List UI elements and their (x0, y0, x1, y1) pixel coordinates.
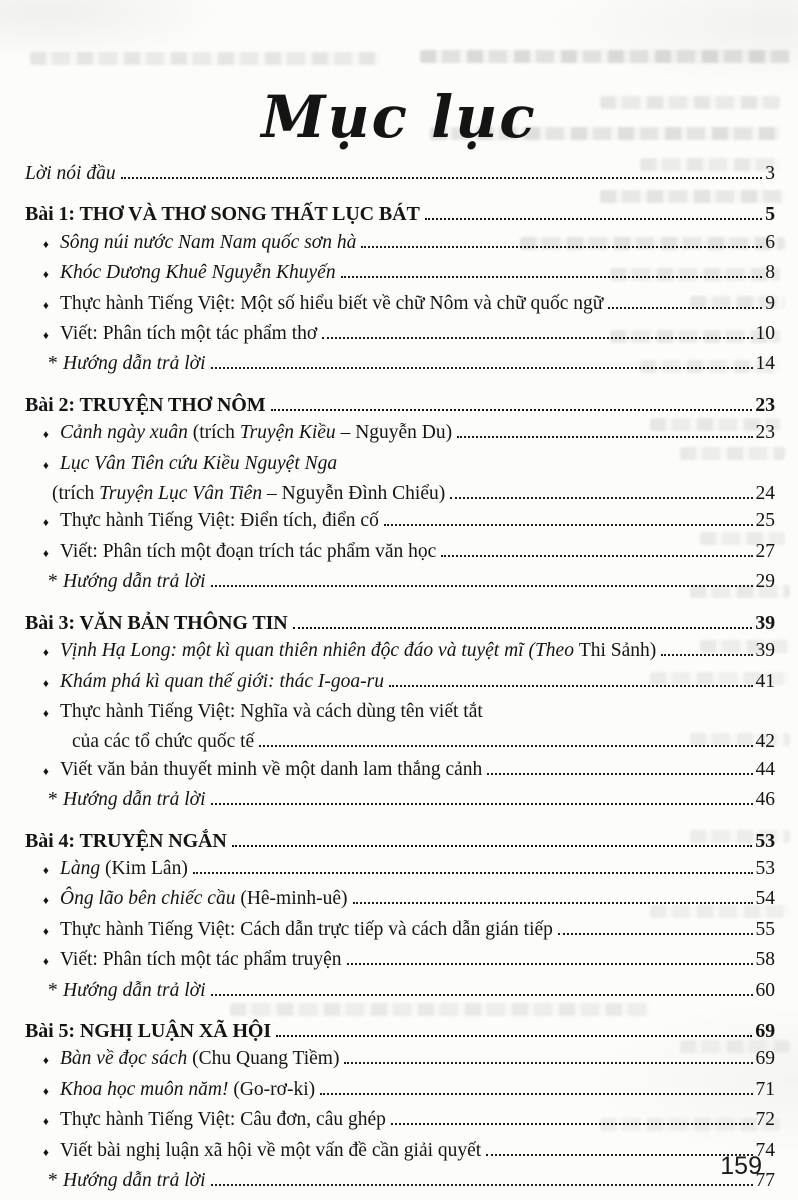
toc-item-label (60, 756, 482, 783)
toc-page-ref: 14 (755, 353, 775, 375)
toc-text-segment: Thực hành Tiếng Việt: Câu đơn, câu ghép (60, 1109, 386, 1131)
dot-leader (487, 773, 752, 775)
toc-text-segment: Cảnh ngày xuân (60, 422, 193, 444)
diamond-bullet-icon: ♦ (43, 1055, 49, 1068)
toc-item (25, 637, 775, 667)
toc-item (25, 507, 775, 537)
toc-item (25, 568, 775, 595)
toc-section-page-ref: 69 (755, 1019, 775, 1042)
toc-text-segment: (Kim Lân) (104, 857, 188, 879)
dot-leader (211, 1184, 753, 1186)
dot-leader (361, 246, 762, 248)
toc-text-segment: – Nguyễn Du) (335, 422, 453, 444)
toc-page-ref: 42 (755, 731, 775, 753)
dot-leader (391, 1123, 753, 1125)
toc-item (25, 668, 775, 698)
toc-page-ref: 27 (755, 540, 775, 562)
toc-item (25, 786, 775, 813)
toc-item-label (63, 350, 206, 377)
toc-item (25, 538, 775, 568)
toc-item (25, 350, 775, 377)
toc-section-heading-label: Bài 1: THƠ VÀ THƠ SONG THẤT LỤC BÁT (25, 203, 420, 226)
toc-item-label (60, 229, 356, 256)
dot-leader (320, 1093, 752, 1095)
toc-text-segment: Vịnh Hạ Long: một kì quan thiên nhiên độc đáo và tuyệt mĩ (Theo (60, 640, 579, 662)
toc-item-label (60, 855, 188, 882)
toc-page-ref: 77 (755, 1170, 775, 1191)
toc-item (25, 229, 775, 259)
dot-leader (211, 994, 753, 996)
diamond-bullet-icon: ♦ (43, 429, 49, 442)
diamond-bullet-icon: ♦ (43, 547, 49, 560)
toc-item-label (60, 419, 452, 446)
diamond-bullet-icon: ♦ (43, 647, 49, 660)
toc-section-heading-label: Bài 4: TRUYỆN NGẮN (25, 829, 227, 852)
toc-item (25, 290, 775, 320)
toc-item (25, 1167, 775, 1194)
toc-text-segment: Làng (60, 857, 105, 879)
toc-item-label (60, 507, 379, 534)
diamond-bullet-icon: ♦ (43, 864, 49, 877)
toc-item-label (63, 1167, 206, 1194)
dot-leader (608, 307, 762, 309)
toc-item (25, 885, 775, 915)
toc-item-label (60, 320, 317, 347)
toc-item-continuation (25, 728, 775, 755)
diamond-bullet-icon: ♦ (43, 677, 49, 690)
toc-text-segment: Thực hành Tiếng Việt: Một số hiểu biết về chữ Nôm và chữ quốc ngữ (60, 292, 604, 314)
toc-text-segment: Bàn về đọc sách (60, 1048, 193, 1070)
toc-page-ref: 23 (755, 422, 775, 444)
toc-item (25, 1137, 775, 1167)
toc-item (25, 320, 775, 350)
toc-item-label (63, 568, 206, 595)
dot-leader (259, 745, 752, 747)
toc-text-segment: Khóc Dương Khuê Nguyễn Khuyến (60, 262, 336, 284)
toc-item-label (60, 698, 483, 725)
dot-leader (193, 872, 753, 874)
diamond-bullet-icon: ♦ (43, 459, 49, 472)
toc-section-heading-label: Bài 2: TRUYỆN THƠ NÔM (25, 393, 266, 416)
dot-leader (276, 1035, 752, 1037)
toc-item-label (60, 450, 337, 477)
toc-text-segment: Thi Sảnh) (578, 640, 657, 662)
toc-section-page-ref: 23 (755, 393, 775, 416)
diamond-bullet-icon: ♦ (43, 925, 49, 938)
diamond-bullet-icon: ♦ (43, 330, 49, 343)
toc-page-ref: 9 (765, 292, 775, 314)
toc-page-ref: 39 (755, 640, 775, 662)
toc-page-ref: 55 (755, 918, 775, 940)
toc-text-segment: Hướng dẫn trả lời (63, 353, 206, 375)
toc-text-segment: Viết văn bản thuyết minh về một danh lam thắng cảnh (60, 758, 483, 780)
toc-text-segment: Thực hành Tiếng Việt: Nghĩa và cách dùng tên viết tắt (60, 700, 483, 722)
toc-item (25, 1076, 775, 1106)
dot-leader (457, 436, 752, 438)
toc-item (25, 698, 775, 728)
toc-page-ref: 58 (755, 949, 775, 971)
toc-item-label (60, 538, 436, 565)
dot-leader (211, 803, 753, 805)
toc-section-heading-label: Bài 5: NGHỊ LUẬN XÃ HỘI (25, 1019, 272, 1042)
toc-text-segment: Truyện Kiều (239, 422, 336, 444)
page-number: 159 (720, 1152, 762, 1180)
diamond-bullet-icon: ♦ (43, 299, 49, 312)
toc-section-heading (25, 1018, 775, 1045)
toc-item-continuation-label (52, 480, 445, 507)
diamond-bullet-icon: ♦ (43, 895, 49, 908)
toc-text-segment: Viết bài nghị luận xã hội về một vấn đề cần giải quyết (60, 1139, 482, 1161)
toc-text-segment: (Hê-minh-uê) (240, 888, 348, 910)
toc-text-segment: Khám phá kì quan thế giới: thác I-goa-ru (60, 670, 384, 692)
toc-text-segment: của các tổ chức quốc tế (72, 731, 255, 753)
star-bullet-icon: * (48, 353, 58, 375)
toc-text-segment: Viết: Phân tích một đoạn trích tác phẩm văn học (60, 540, 437, 562)
toc-item-label (60, 885, 348, 912)
toc-item (25, 977, 775, 1004)
dot-leader (211, 367, 753, 369)
toc-front-matter-entry (25, 160, 775, 187)
toc-section-heading (25, 201, 775, 228)
toc-page-ref: 41 (755, 670, 775, 692)
dot-leader (232, 845, 752, 847)
dot-leader (344, 1062, 752, 1064)
toc-page-ref: 74 (755, 1139, 775, 1161)
toc-text-segment: Thực hành Tiếng Việt: Điển tích, điển cố (60, 510, 379, 532)
toc-item (25, 259, 775, 289)
toc-item (25, 419, 775, 449)
dot-leader (322, 337, 752, 339)
toc-page-ref: 8 (765, 262, 775, 284)
toc-page-ref: 6 (765, 231, 775, 253)
toc-text-segment: Thực hành Tiếng Việt: Cách dẫn trực tiếp và cách dẫn gián tiếp (60, 918, 553, 940)
dot-leader (441, 555, 752, 557)
toc-text-segment: Viết: Phân tích một tác phẩm truyện (60, 949, 342, 971)
toc-text-segment: Lục Vân Tiên cứu Kiều Nguyệt Nga (60, 452, 338, 474)
toc-item-label (60, 946, 342, 973)
toc-item-continuation-label (72, 728, 254, 755)
toc-page-ref: 60 (755, 979, 775, 1001)
toc-text-segment: Hướng dẫn trả lời (63, 789, 206, 811)
toc-page-ref: 44 (755, 758, 775, 780)
toc-text-segment: Khoa học muôn năm! (60, 1078, 234, 1100)
page-title: Mục lục (261, 83, 537, 151)
toc-page-ref: 10 (755, 323, 775, 345)
toc-item-label (60, 1106, 386, 1133)
toc-item-label (63, 786, 206, 813)
diamond-bullet-icon: ♦ (43, 765, 49, 778)
toc-text-segment: (Go-rơ-ki) (233, 1078, 316, 1100)
star-bullet-icon: * (48, 979, 58, 1001)
dot-leader (353, 902, 753, 904)
toc-section-heading (25, 828, 775, 855)
diamond-bullet-icon: ♦ (43, 1085, 49, 1098)
diamond-bullet-icon: ♦ (43, 707, 49, 720)
toc-item-label (60, 668, 384, 695)
toc-item (25, 946, 775, 976)
diamond-bullet-icon: ♦ (43, 269, 49, 282)
dot-leader (558, 933, 753, 935)
toc-section-page-ref: 39 (755, 611, 775, 634)
toc-item-label (60, 290, 603, 317)
toc-item-label (63, 977, 206, 1004)
dot-leader (341, 276, 763, 278)
toc-text-segment: (Chu Quang Tiềm) (192, 1048, 340, 1070)
toc-front-matter-entry-label (25, 160, 116, 187)
toc-item-label (60, 916, 553, 943)
toc-section-heading (25, 610, 775, 637)
star-bullet-icon: * (48, 571, 58, 593)
toc-item (25, 855, 775, 885)
toc-text-segment: Ông lão bên chiếc cầu (60, 888, 241, 910)
toc-page-ref: 71 (755, 1078, 775, 1100)
toc-text-segment: Viết: Phân tích một tác phẩm thơ (60, 323, 318, 345)
dot-leader (661, 654, 752, 656)
toc-item-label (60, 1045, 339, 1072)
toc-item-label (60, 259, 336, 286)
dot-leader (347, 963, 753, 965)
toc-text-segment: – Nguyễn Đình Chiểu) (262, 483, 446, 505)
toc-page-ref: 46 (755, 789, 775, 811)
toc-page-ref: 24 (755, 483, 775, 505)
toc-text-segment: Lời nói đầu (25, 163, 116, 184)
toc-page-ref: 54 (755, 888, 775, 910)
toc-section-heading-label: Bài 3: VĂN BẢN THÔNG TIN (25, 611, 288, 634)
toc-page-ref: 53 (755, 857, 775, 879)
diamond-bullet-icon: ♦ (43, 238, 49, 251)
toc-item-label (60, 1137, 481, 1164)
star-bullet-icon: * (48, 1170, 58, 1191)
dot-leader (486, 1154, 752, 1156)
toc-item-label (60, 1076, 315, 1103)
dot-leader (293, 627, 753, 629)
dot-leader (384, 524, 753, 526)
toc-page-ref: 29 (755, 571, 775, 593)
toc-list (25, 160, 775, 1194)
toc-item (25, 450, 775, 480)
toc-text-segment: Sông núi nước Nam Nam quốc sơn hà (60, 231, 357, 253)
star-bullet-icon: * (48, 789, 58, 811)
toc-text-segment: Hướng dẫn trả lời (63, 571, 206, 593)
diamond-bullet-icon: ♦ (43, 517, 49, 530)
toc-text-segment: (trích (192, 422, 240, 444)
dot-leader (425, 218, 762, 220)
toc-page-ref: 72 (755, 1109, 775, 1131)
dot-leader (211, 585, 753, 587)
toc-section-page-ref: 53 (755, 829, 775, 852)
toc-text-segment: (trích (52, 483, 100, 505)
toc-page-ref: 25 (755, 510, 775, 532)
toc-section-page-ref: 5 (765, 203, 775, 226)
toc-item (25, 1106, 775, 1136)
diamond-bullet-icon: ♦ (43, 956, 49, 969)
dot-leader (389, 685, 753, 687)
toc-section-heading (25, 392, 775, 419)
toc-page-ref: 69 (755, 1048, 775, 1070)
toc-item-label (60, 637, 656, 664)
toc-item (25, 916, 775, 946)
diamond-bullet-icon: ♦ (43, 1146, 49, 1159)
toc-text-segment: Truyện Lục Vân Tiên (99, 483, 263, 505)
dot-leader (271, 409, 753, 411)
dot-leader (121, 177, 763, 179)
dot-leader (450, 497, 752, 499)
toc-text-segment: Hướng dẫn trả lời (63, 1170, 206, 1191)
diamond-bullet-icon: ♦ (43, 1116, 49, 1129)
toc-text-segment: Hướng dẫn trả lời (63, 979, 206, 1001)
toc-page-ref: 3 (765, 163, 775, 184)
toc-item (25, 1045, 775, 1075)
toc-item (25, 756, 775, 786)
toc-item-continuation (25, 480, 775, 507)
